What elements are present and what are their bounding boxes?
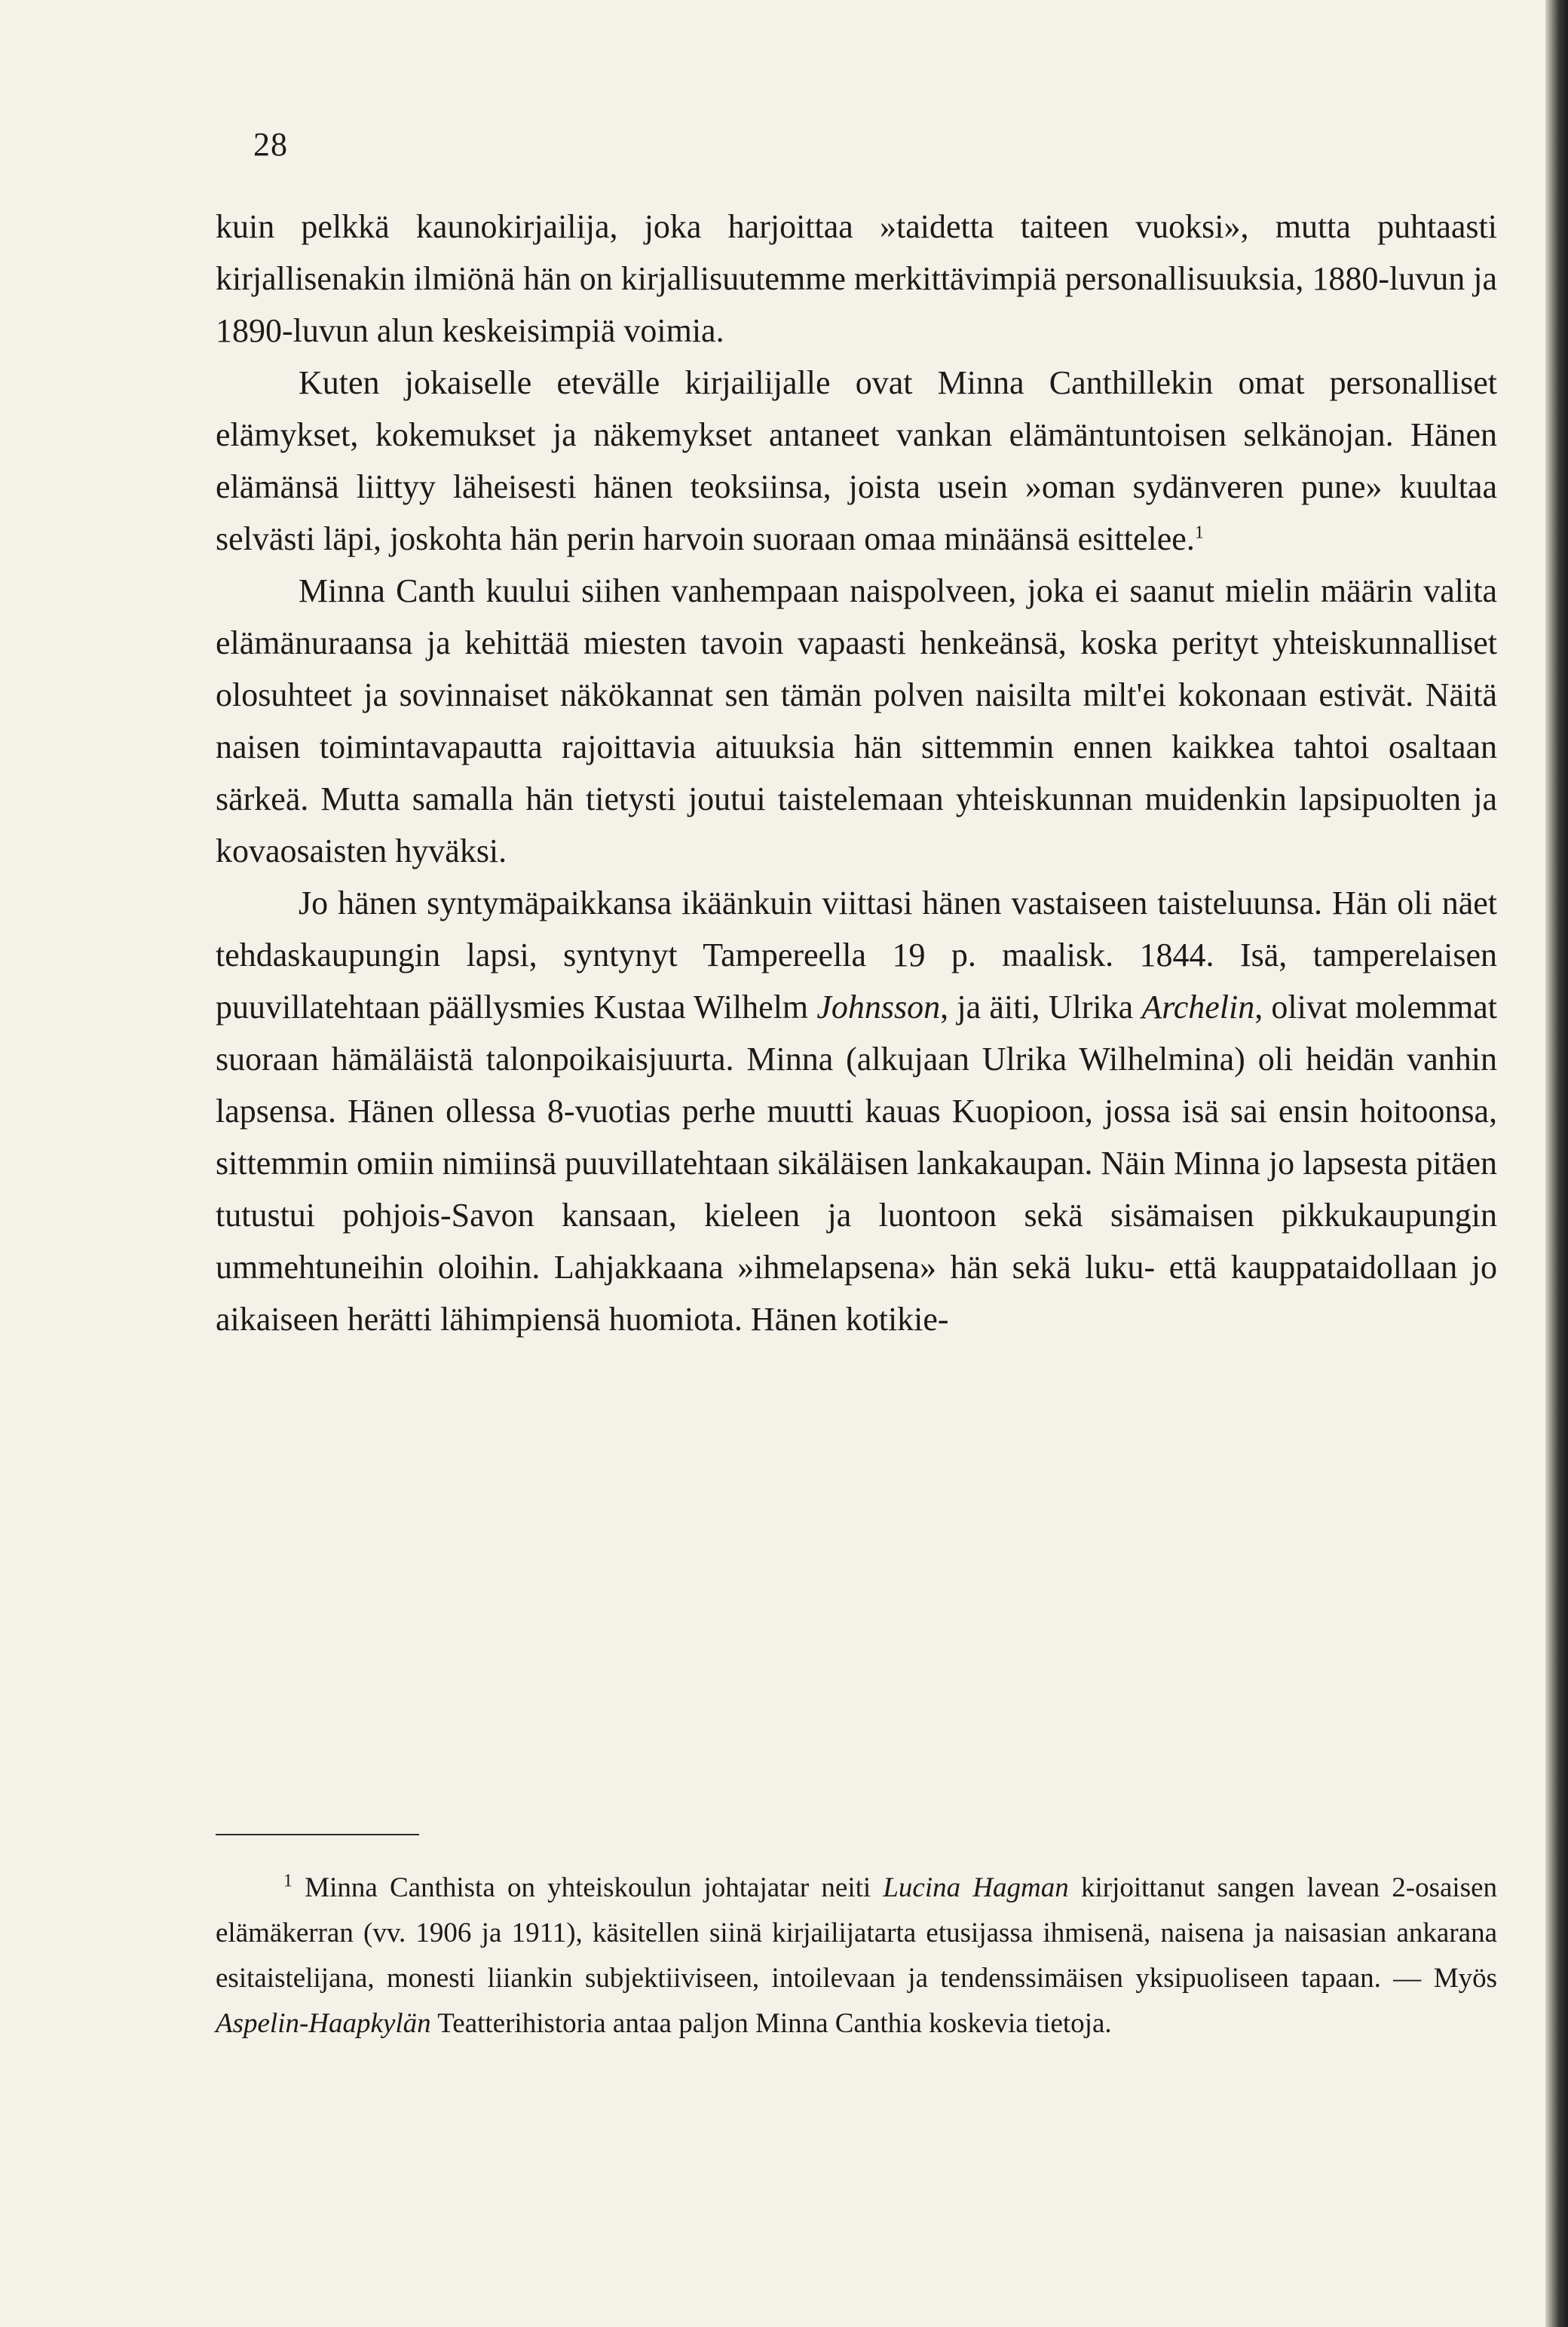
footnote-part-c: Teatterihistoria antaa paljon Minna Canthia koskevia tietoja. <box>437 2008 1112 2039</box>
paragraph-2-text: Kuten jokaiselle etevälle kirjailijalle ovat Minna Canthillekin omat personalliset elämykset, kokemukset ja näkemykset antaneet vankan elämäntuntoisen selkänojan. Hänen elämänsä liittyy läheisesti hänen teoksiinsa, joista usein »oman sydänveren pune» kuultaa selvästi läpi, joskohta hän perin harvoin suoraan omaa minäänsä esittelee. <box>216 364 1497 557</box>
footnote-divider <box>216 1834 419 1835</box>
paragraph-4-part-a: Jo hänen syntymäpaikkansa ikäänkuin viittasi hänen vastaiseen taisteluunsa. Hän oli näet tehdaskaupungin lapsi, syntynyt Tampereella 19 p. maalisk. 1844. Isä, tamperelaisen puuvillatehtaan päällysmies Kustaa Wilhelm <box>216 885 1497 1026</box>
mother-surname: Archelin <box>1141 989 1255 1026</box>
page-edge-shadow <box>1545 0 1568 2327</box>
page-number: 28 <box>253 126 288 163</box>
footnotes <box>216 1866 1497 2046</box>
paragraph-2 <box>216 357 1497 565</box>
footnote-part-b: kirjoittanut sangen lavean 2-osaisen elämäkerran (vv. 1906 ja 1911), käsitellen siinä kirjailijatarta etusijassa ihmisenä, naisena ja naisasian ankarana esitaistelijana, monesti liiankin subjektiiviseen, intoilevaan ja tendenssimäisen yksipuoliseen tapaan. — Myös <box>216 1872 1498 1994</box>
father-surname: Johnsson <box>816 989 941 1026</box>
paragraph-4-part-b: , ja äiti, Ulrika <box>940 989 1134 1026</box>
paragraph-4-part-c: , olivat molemmat suoraan hämäläistä talonpoikaisjuurta. Minna (alkujaan Ulrika Wilhelmina) oli heidän vanhin lapsensa. Hänen ollessa 8-vuotias perhe muutti kauas Kuopioon, jossa isä sai ensin hoitoonsa, sittemmin omiin nimiinsä puuvillatehtaan sikäläisen lankakaupan. Näin Minna jo lapsesta pitäen tutustui pohjois-Savon kansaan, kieleen ja luontoon sekä sisämaisen pikkukaupungin ummehtuneihin oloihin. Lahjakkaana »ihmelapsena» hän sekä luku- että kauppataidollaan jo aikaiseen herätti lähimpiensä huomiota. Hänen kotikie- <box>216 989 1497 1338</box>
footnote-part-a: Minna Canthista on yhteiskoulun johtajatar neiti <box>305 1872 871 1903</box>
footnote-name-hagman: Lucina Hagman <box>883 1872 1069 1903</box>
body-text <box>216 201 1497 1345</box>
footnote-1 <box>216 1866 1497 2046</box>
paragraph-1: kuin pelkkä kaunokirjailija, joka harjoittaa »taidetta taiteen vuoksi», mutta puhtaasti kirjallisenakin ilmiönä hän on kirjallisuutemme merkittävimpiä personallisuuksia, 1880-luvun ja 1890-luvun alun keskeisimpiä voimia. <box>216 208 1497 349</box>
footnote-marker: 1 <box>283 1871 292 1891</box>
paragraph-4 <box>216 877 1497 1345</box>
footnote-reference: 1 <box>1194 523 1204 543</box>
footnote-name-aspelin: Aspelin-Haapkylän <box>216 2008 431 2039</box>
paragraph-3: Minna Canth kuului siihen vanhempaan naispolveen, joka ei saanut mielin määrin valita elämänuraansa ja kehittää miesten tavoin vapaasti henkeänsä, koska perityt yhteiskunnalliset olosuhteet ja sovinnaiset näkökannat sen tämän polven naisilta milt'ei kokonaan estivät. Näitä naisen toimintavapautta rajoittavia aituuksia hän sittemmin ennen kaikkea tahtoi osaltaan särkeä. Mutta samalla hän tietysti joutui taistelemaan yhteiskunnan muidenkin lapsipuolten ja kovaosaisten hyväksi. <box>216 572 1497 869</box>
